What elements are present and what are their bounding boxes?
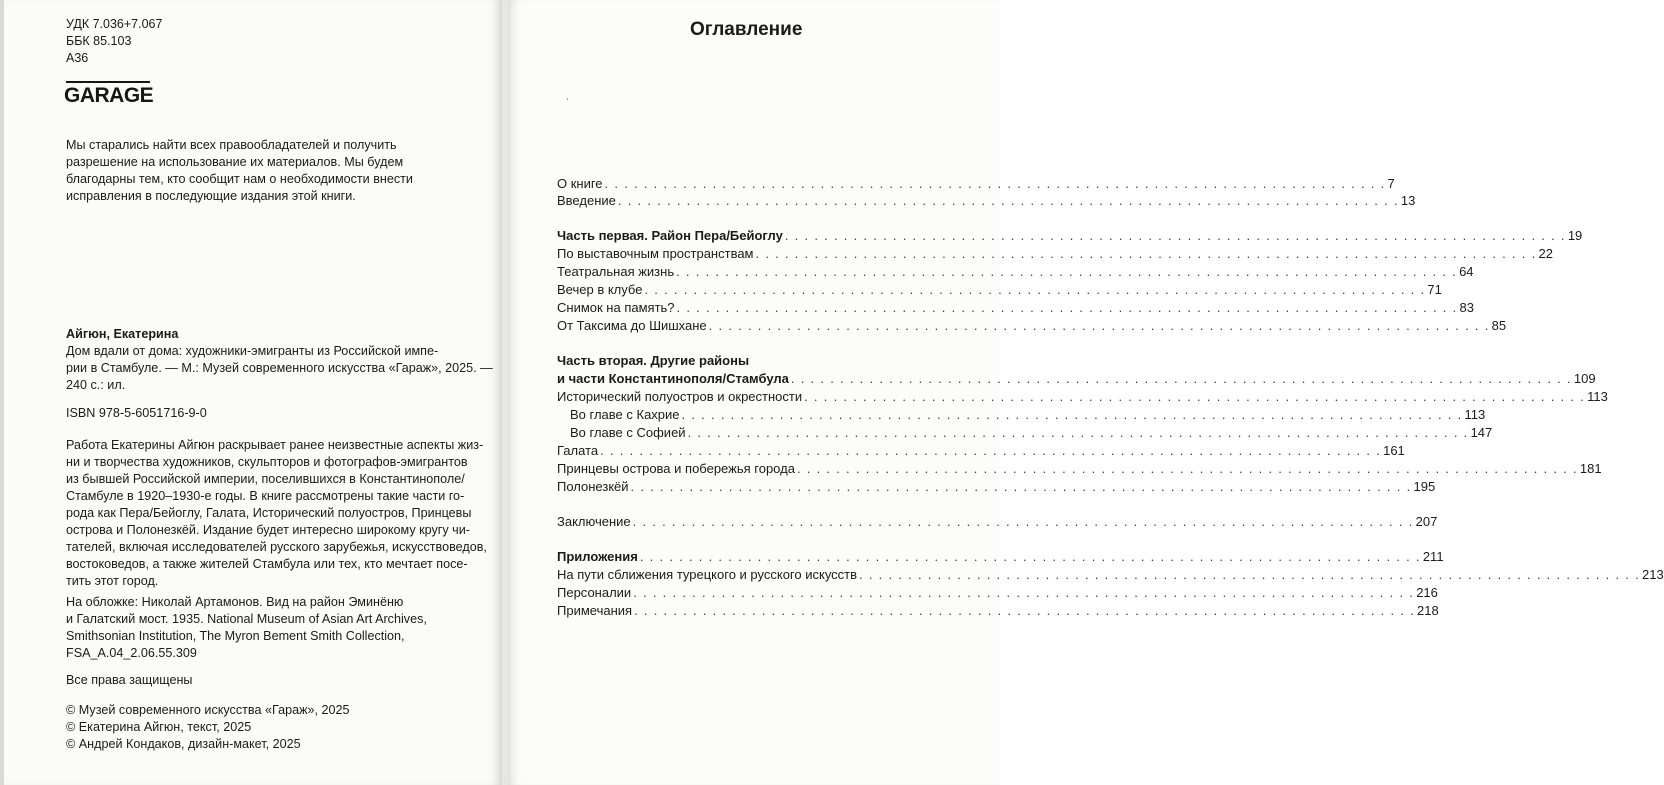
toc-entry-label: Во главе с Кахрие: [570, 407, 680, 422]
annotation-line: рода как Пера/Бейоглу, Галата, Исторический полуостров, Принцевы: [66, 506, 472, 520]
annotation: [66, 437, 486, 590]
toc-entry[interactable]: [557, 548, 1444, 566]
toc-entry[interactable]: [570, 424, 1493, 442]
dot-leader: . . . . . . . . . . . . . . . . . . . . . . . . . . . . . . . . . . . . . . . . . . . . . . . . . . . . . . . . . . . . . . . . . . . . . . . . . . . . . . . .: [632, 514, 1414, 529]
logo-bar: [66, 81, 150, 83]
notice-line: благодарны тем, кто сообщит нам о необходимости внести: [66, 172, 413, 186]
annotation-line: ни и творчества художников, скульпторов и фотографов-эмигрантов: [66, 455, 468, 469]
toc-entry-label: и части Константинополя/Стамбула: [557, 371, 789, 386]
notice-line: исправления в последующие издания этой книги.: [66, 189, 356, 203]
credit-line: Smithsonian Institution, The Myron Bement Smith Collection,: [66, 629, 405, 643]
dot-leader: . . . . . . . . . . . . . . . . . . . . . . . . . . . . . . . . . . . . . . . . . . . . . . . . . . . . . . . . . . . . . . . . . . . . . . . . . . . . . . . .: [796, 461, 1578, 476]
toc-entry-label: Принцевы острова и побережья города: [557, 461, 795, 476]
toc-page-number: 213: [1642, 567, 1664, 582]
udk-index: УДК 7.036+7.067: [66, 17, 163, 31]
toc-entry-label: Персоналии: [557, 585, 632, 600]
toc-entry[interactable]: [557, 263, 1474, 281]
rights-notice: [66, 137, 486, 205]
toc-entry-label: По выставочным пространствам: [557, 246, 754, 261]
isbn: [66, 405, 486, 422]
toc-entry-label: На пути сближения турецкого и русского искусств: [557, 567, 858, 582]
toc-entry-label: Снимок на память?: [557, 300, 675, 315]
toc-entry-label: Во главе с Софией: [570, 425, 686, 440]
garage-logo: [64, 84, 152, 108]
dot-leader: . . . . . . . . . . . . . . . . . . . . . . . . . . . . . . . . . . . . . . . . . . . . . . . . . . . . . . . . . . . . . . . . . . . . . . . . . . . . . . . .: [634, 603, 1416, 618]
toc-entry[interactable]: [557, 175, 1395, 193]
dot-leader: . . . . . . . . . . . . . . . . . . . . . . . . . . . . . . . . . . . . . . . . . . . . . . . . . . . . . . . . . . . . . . . . . . . . . . . . . . . . . . . .: [784, 228, 1566, 243]
rights-line: Все права защищены: [66, 673, 193, 687]
toc-entry[interactable]: [557, 317, 1507, 335]
record-line: рии в Стамбуле. — М.: Музей современного искусства «Гараж», 2025. —: [66, 361, 493, 375]
toc-page-number: 147: [1470, 425, 1493, 440]
toc-entry[interactable]: [557, 478, 1436, 496]
annotation-line: Работа Екатерины Айгюн раскрывает ранее неизвестные аспекты жиз-: [66, 438, 484, 452]
toc-page-number: 216: [1416, 585, 1438, 600]
toc-entry-label: О книге: [557, 176, 603, 191]
toc-page-number: 71: [1427, 282, 1442, 297]
dot-leader: . . . . . . . . . . . . . . . . . . . . . . . . . . . . . . . . . . . . . . . . . . . . . . . . . . . . . . . . . . . . . . . . . . . . . . . . . . . . . . . .: [644, 282, 1426, 297]
print-mark: ˈ: [566, 98, 570, 109]
dot-leader: . . . . . . . . . . . . . . . . . . . . . . . . . . . . . . . . . . . . . . . . . . . . . . . . . . . . . . . . . . . . . . . . . . . . . . . . . . . . . . . .: [676, 264, 1458, 279]
toc-entry-label: Заключение: [557, 514, 631, 529]
bbk-index: ББК 85.103: [66, 34, 132, 48]
notice-line: разрешение на использование их материалов. Мы будем: [66, 155, 404, 169]
dot-leader: . . . . . . . . . . . . . . . . . . . . . . . . . . . . . . . . . . . . . . . . . . . . . . . . . . . . . . . . . . . . . . . . . . . . . . . . . . . . . . . .: [604, 176, 1386, 191]
annotation-line: Стамбуле в 1920–1930-е годы. В книге рассмотрены такие части го-: [66, 489, 465, 503]
notice-line: Мы старались найти всех правообладателей и получить: [66, 138, 397, 152]
toc-page-number: 85: [1491, 318, 1507, 333]
toc-entry[interactable]: [557, 584, 1438, 602]
credit-line: и Галатский мост. 1935. National Museum of Asian Art Archives,: [66, 612, 427, 626]
toc-entry[interactable]: [570, 406, 1486, 424]
toc-page-number: 83: [1459, 300, 1474, 315]
toc-entry[interactable]: [557, 602, 1439, 620]
toc-page-number: 19: [1567, 228, 1583, 243]
toc-page-number: 211: [1422, 549, 1444, 564]
dot-leader: . . . . . . . . . . . . . . . . . . . . . . . . . . . . . . . . . . . . . . . . . . . . . . . . . . . . . . . . . . . . . . . . . . . . . . . . . . . . . . . .: [630, 479, 1412, 494]
dot-leader: . . . . . . . . . . . . . . . . . . . . . . . . . . . . . . . . . . . . . . . . . . . . . . . . . . . . . . . . . . . . . . . . . . . . . . . . . . . . . . . .: [859, 567, 1641, 582]
rights-reserved: [66, 672, 486, 689]
toc-entry[interactable]: [557, 566, 1664, 584]
toc-page-number: 7: [1387, 176, 1395, 191]
dot-leader: . . . . . . . . . . . . . . . . . . . . . . . . . . . . . . . . . . . . . . . . . . . . . . . . . . . . . . . . . . . . . . . . . . . . . . . . . . . . . . . .: [617, 193, 1399, 208]
dot-leader: . . . . . . . . . . . . . . . . . . . . . . . . . . . . . . . . . . . . . . . . . . . . . . . . . . . . . . . . . . . . . . . . . . . . . . . . . . . . . . . .: [639, 549, 1421, 564]
annotation-line: из бывшей Российской империи, поселившихся в Константинополе/: [66, 472, 465, 486]
record-line: 240 с.: ил.: [66, 378, 126, 392]
toc-page-number: 195: [1413, 479, 1436, 494]
toc-entry[interactable]: [557, 192, 1416, 210]
toc-page-number: 207: [1415, 514, 1438, 529]
left-page: [0, 0, 502, 785]
copyright-block: [66, 702, 486, 753]
toc-entry-label: Вечер в клубе: [557, 282, 643, 297]
credit-line: На обложке: Николай Артамонов. Вид на район Эминёню: [66, 595, 404, 609]
toc-page-number: 109: [1573, 371, 1596, 386]
credit-line: FSA_A.04_2.06.55.309: [66, 646, 197, 660]
toc-page-number: 64: [1459, 264, 1474, 279]
logo-text: GARAGE: [64, 84, 154, 107]
cover-credit: [66, 594, 486, 662]
annotation-line: тить этот город.: [66, 574, 159, 588]
annotation-line: острова и Полонезкёй. Издание будет интересно широкому кругу чи-: [66, 523, 470, 537]
toc-entry-label: Исторический полуостров и окрестности: [557, 389, 803, 404]
copyright-line: © Екатерина Айгюн, текст, 2025: [66, 720, 252, 734]
toc-page-number: 218: [1417, 603, 1439, 618]
toc-entry-label: Театральная жизнь: [557, 264, 675, 279]
bibliographic-record: [66, 326, 493, 394]
toc-entry-label: От Таксима до Шишхане: [557, 318, 707, 333]
toc-entry[interactable]: [557, 460, 1602, 478]
toc-entry-label: Часть первая. Район Пера/Бейоглу: [557, 228, 783, 243]
toc-page-number: 22: [1538, 246, 1553, 261]
toc-entry[interactable]: [557, 299, 1474, 317]
dot-leader: . . . . . . . . . . . . . . . . . . . . . . . . . . . . . . . . . . . . . . . . . . . . . . . . . . . . . . . . . . . . . . . . . . . . . . . . . . . . . . . .: [755, 246, 1537, 261]
toc-entry[interactable]: [557, 245, 1553, 263]
copyright-line: © Андрей Кондаков, дизайн-макет, 2025: [66, 737, 301, 751]
dot-leader: . . . . . . . . . . . . . . . . . . . . . . . . . . . . . . . . . . . . . . . . . . . . . . . . . . . . . . . . . . . . . . . . . . . . . . . . . . . . . . . .: [687, 425, 1469, 440]
toc-page-number: 161: [1383, 443, 1405, 458]
toc-entry-label: Введение: [557, 193, 616, 208]
dot-leader: . . . . . . . . . . . . . . . . . . . . . . . . . . . . . . . . . . . . . . . . . . . . . . . . . . . . . . . . . . . . . . . . . . . . . . . . . . . . . . . .: [600, 443, 1382, 458]
toc-entry[interactable]: [557, 227, 1583, 245]
toc-entry[interactable]: [557, 388, 1608, 406]
annotation-line: востоковедов, а также жителей Стамбула или тех, кто мечтает посе-: [66, 557, 468, 571]
dot-leader: . . . . . . . . . . . . . . . . . . . . . . . . . . . . . . . . . . . . . . . . . . . . . . . . . . . . . . . . . . . . . . . . . . . . . . . . . . . . . . . .: [681, 407, 1463, 422]
copyright-line: © Музей современного искусства «Гараж», 2025: [66, 703, 350, 717]
dot-leader: . . . . . . . . . . . . . . . . . . . . . . . . . . . . . . . . . . . . . . . . . . . . . . . . . . . . . . . . . . . . . . . . . . . . . . . . . . . . . . . .: [708, 318, 1490, 333]
annotation-line: тателей, включая исследователей русского зарубежья, искусствоведов,: [66, 540, 487, 554]
toc-title: Оглавление: [690, 19, 803, 40]
toc-page-number: 113: [1587, 389, 1608, 404]
toc-entry[interactable]: [557, 442, 1405, 460]
dot-leader: . . . . . . . . . . . . . . . . . . . . . . . . . . . . . . . . . . . . . . . . . . . . . . . . . . . . . . . . . . . . . . . . . . . . . . . . . . . . . . . .: [676, 300, 1458, 315]
dot-leader: . . . . . . . . . . . . . . . . . . . . . . . . . . . . . . . . . . . . . . . . . . . . . . . . . . . . . . . . . . . . . . . . . . . . . . . . . . . . . . . .: [804, 389, 1586, 404]
author-mark: А36: [66, 51, 89, 65]
toc-entry-label: Примечания: [557, 603, 633, 618]
toc-entry-label: Галата: [557, 443, 599, 458]
toc-entry[interactable]: [557, 513, 1438, 531]
toc-page-number: 181: [1579, 461, 1602, 476]
toc-entry[interactable]: [557, 281, 1442, 299]
dot-leader: . . . . . . . . . . . . . . . . . . . . . . . . . . . . . . . . . . . . . . . . . . . . . . . . . . . . . . . . . . . . . . . . . . . . . . . . . . . . . . . .: [633, 585, 1415, 600]
toc-entry-label: Полонезкёй: [557, 479, 629, 494]
page-edge: [0, 0, 4, 785]
toc-page-number: 13: [1400, 193, 1416, 208]
author-name: Айгюн, Екатерина: [66, 327, 179, 341]
toc-entry-label: Приложения: [557, 549, 638, 564]
toc-page-number: 113: [1464, 407, 1486, 422]
dot-leader: . . . . . . . . . . . . . . . . . . . . . . . . . . . . . . . . . . . . . . . . . . . . . . . . . . . . . . . . . . . . . . . . . . . . . . . . . . . . . . . .: [790, 371, 1572, 386]
record-line: Дом вдали от дома: художники-эмигранты из Российской импе-: [66, 344, 439, 358]
isbn-line: ISBN 978-5-6051716-9-0: [66, 406, 207, 420]
toc-entry[interactable]: [557, 370, 1596, 388]
toc-heading: Часть вторая. Другие районы: [557, 353, 750, 368]
